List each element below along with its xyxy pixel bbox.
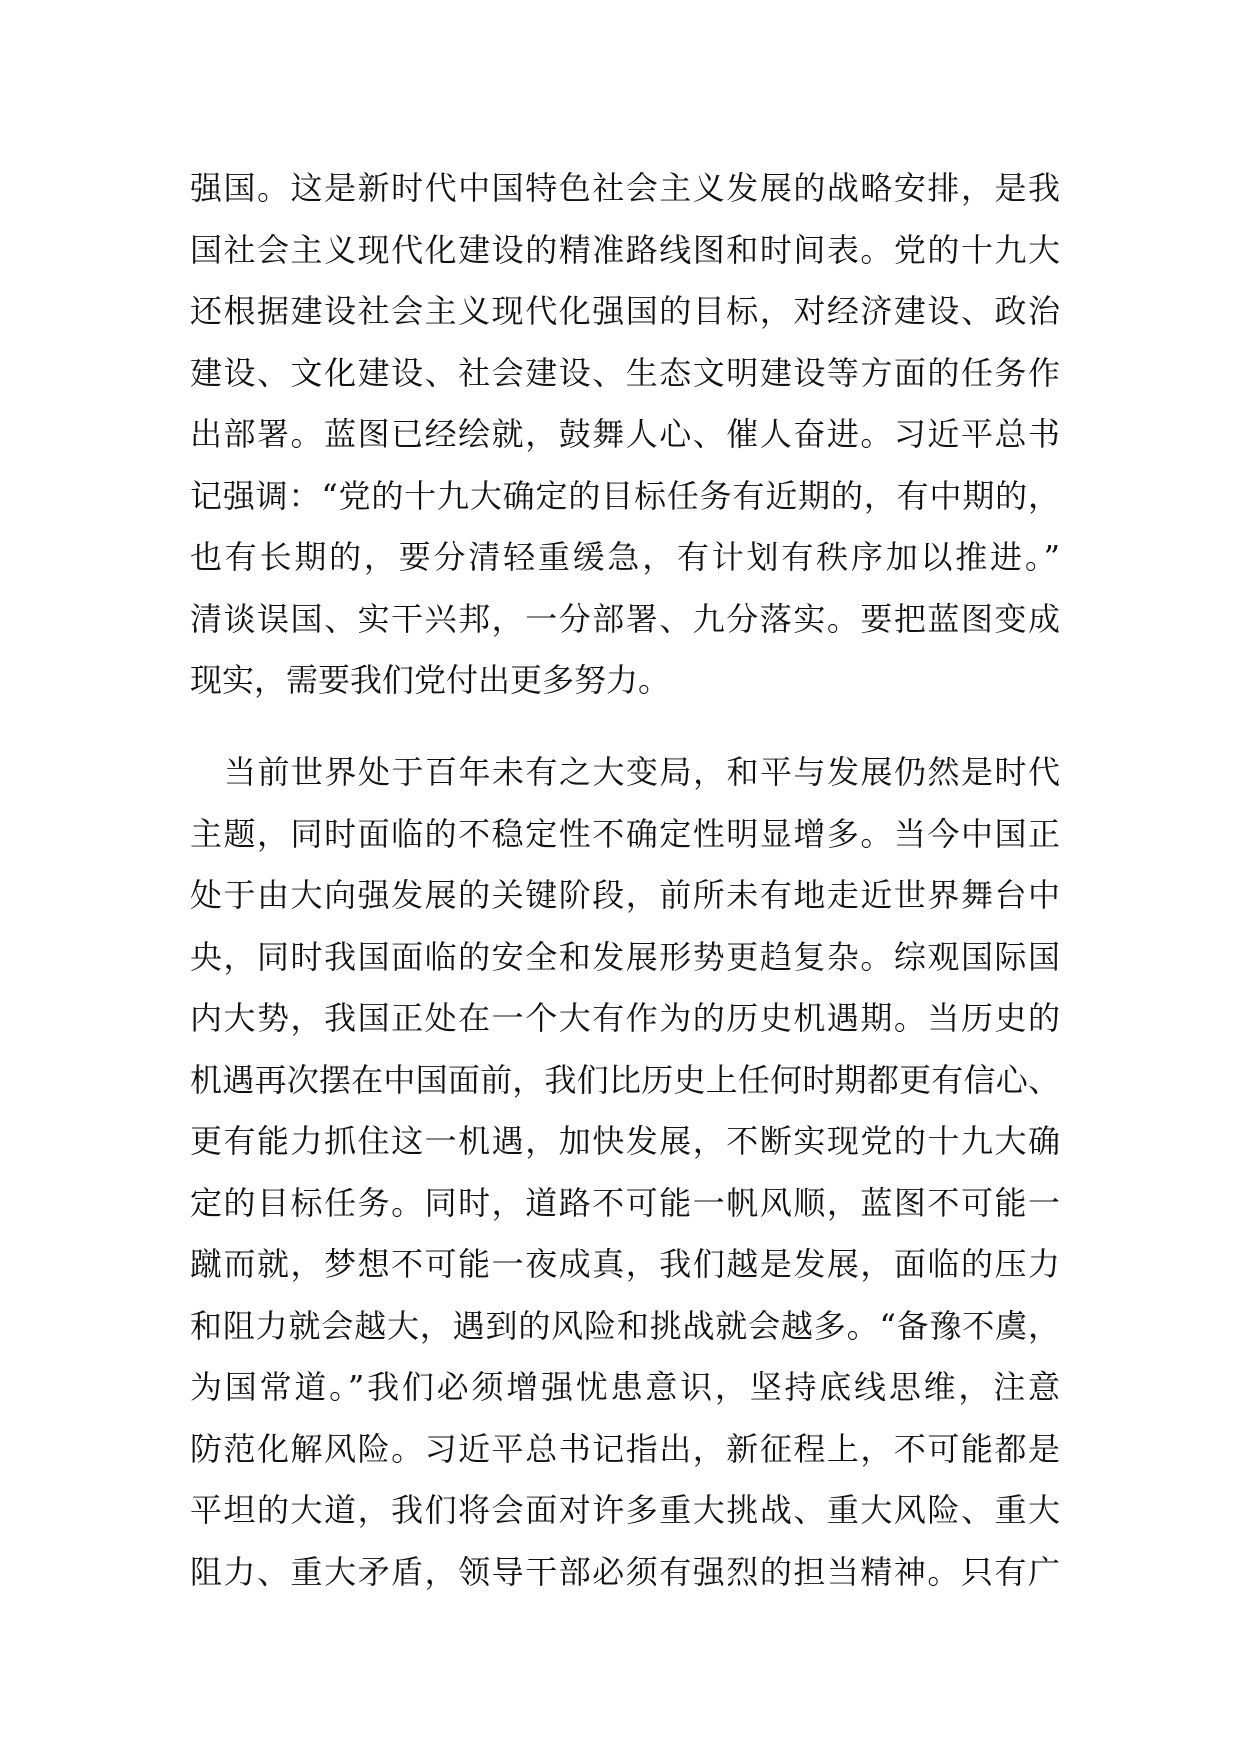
paragraph-line: 机遇再次摆在中国面前，我们比历史上任何时期都更有信心、 bbox=[190, 1060, 1060, 1099]
paragraph-line: 还根据建设社会主义现代化强国的目标，对经济建设、政治 bbox=[190, 292, 1060, 330]
paragraph-line: 强国。这是新时代中国特色社会主义发展的战略安排，是我 bbox=[190, 169, 1060, 207]
paragraph-line: 蹴而就，梦想不可能一夜成真，我们越是发展，面临的压力 bbox=[190, 1245, 1060, 1283]
paragraph-line: 清谈误国、实干兴邦，一分部署、九分落实。要把蓝图变成 bbox=[190, 599, 1060, 638]
paragraph-line: 主题，同时面临的不稳定性不确定性明显增多。当今中国正 bbox=[190, 814, 1060, 853]
paragraph-line: 央，同时我国面临的安全和发展形势更趋复杂。综观国际国 bbox=[190, 937, 1060, 976]
paragraph-line: 防范化解风险。习近平总书记指出，新征程上，不可能都是 bbox=[190, 1429, 1060, 1468]
paragraph-line: 阻力、重大矛盾，领导干部必须有强烈的担当精神。只有广 bbox=[190, 1552, 1060, 1591]
paragraph-line: 建设、文化建设、社会建设、生态文明建设等方面的任务作 bbox=[190, 353, 1060, 392]
paragraph-line: 处于由大向强发展的关键阶段，前所未有地走近世界舞台中 bbox=[190, 876, 1060, 914]
paragraph-line: 和阻力就会越大，遇到的风险和挑战就会越多。“备豫不虞， bbox=[190, 1306, 1060, 1345]
paragraph-line: 国社会主义现代化建设的精准路线图和时间表。党的十九大 bbox=[190, 230, 1060, 269]
paragraph-line: 也有长期的，要分清轻重缓急，有计划有秩序加以推进。” bbox=[190, 538, 1060, 576]
paragraph-line: 为国常道。”我们必须增强忧患意识，坚持底线思维，注意 bbox=[190, 1368, 1060, 1406]
paragraph-1 bbox=[190, 158, 1060, 712]
paragraph-line: 平坦的大道，我们将会面对许多重大挑战、重大风险、重大 bbox=[190, 1491, 1060, 1529]
paragraph-line: 现实，需要我们党付出更多努力。 bbox=[190, 661, 671, 699]
paragraph-2 bbox=[190, 742, 1060, 1603]
paragraph-line: 更有能力抓住这一机遇，加快发展，不断实现党的十九大确 bbox=[190, 1122, 1060, 1160]
paragraph-line: 出部署。蓝图已经绘就，鼓舞人心、催人奋进。习近平总书 bbox=[190, 415, 1060, 453]
paragraph-line: 内大势，我国正处在一个大有作为的历史机遇期。当历史的 bbox=[190, 999, 1060, 1037]
paragraph-line: 记强调：“党的十九大确定的目标任务有近期的，有中期的， bbox=[190, 476, 1060, 515]
paragraph-line: 当前世界处于百年未有之大变局，和平与发展仍然是时代 bbox=[224, 753, 1060, 791]
paragraph-line: 定的目标任务。同时，道路不可能一帆风顺，蓝图不可能一 bbox=[190, 1183, 1060, 1222]
